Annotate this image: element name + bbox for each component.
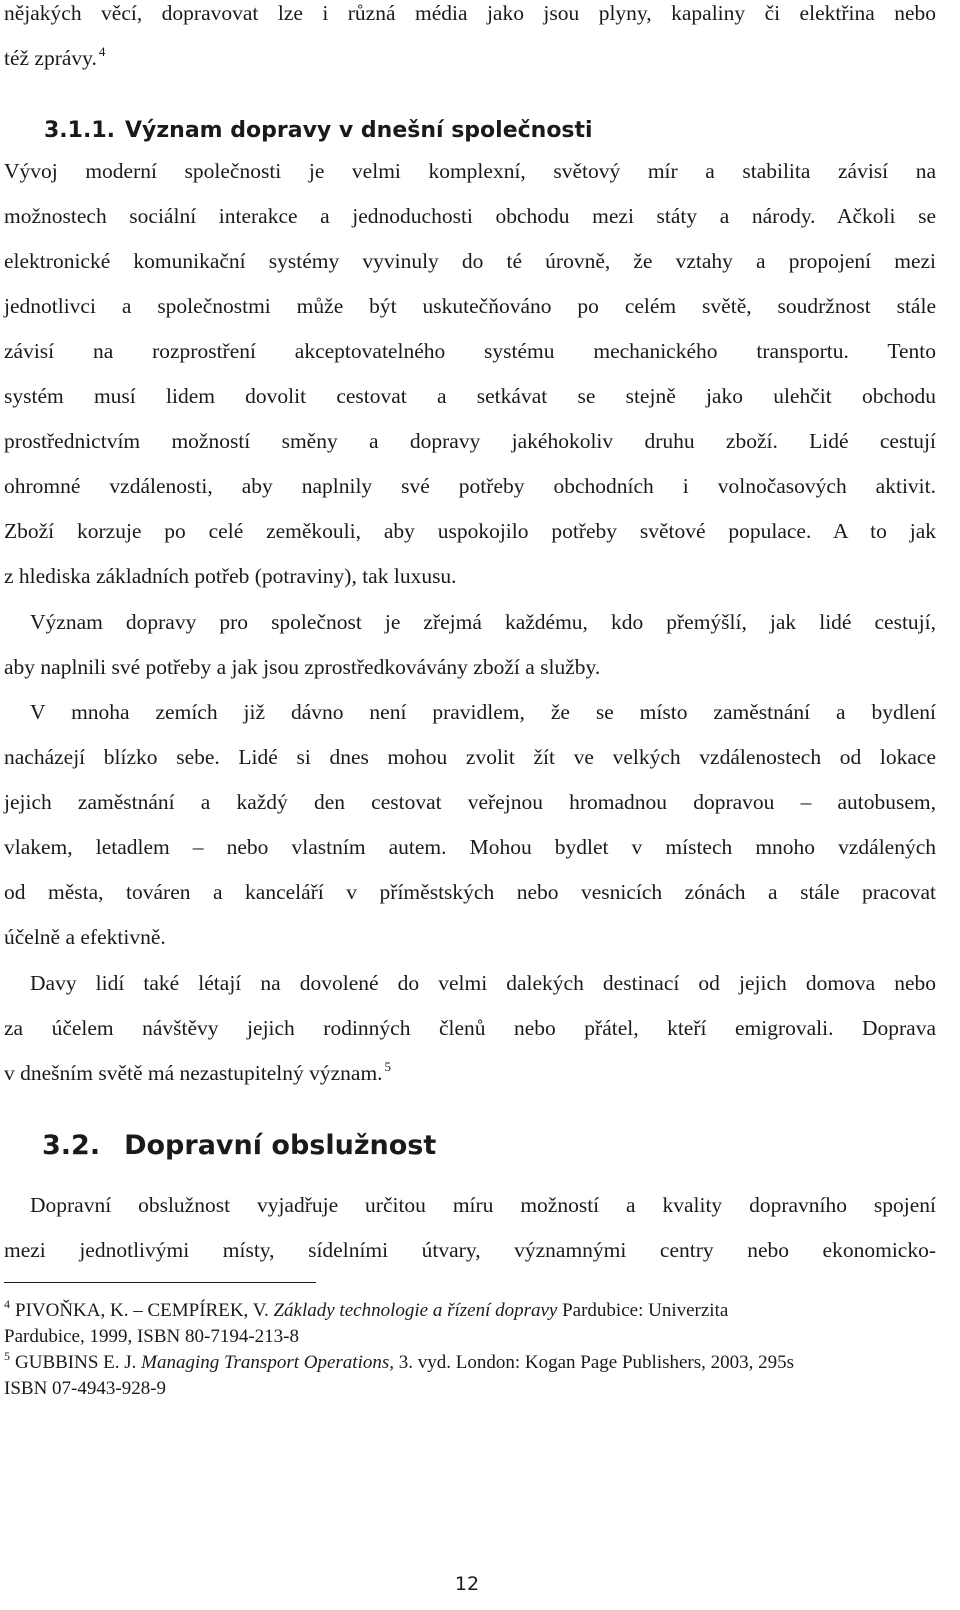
text-line: prostřednictvím možností směny a dopravy jakéhokoliv druhu zboží. Lidé cestují [4,429,936,453]
text-line: Zboží korzuje po celé zeměkouli, aby uspokojilo potřeby světové populace. A to jak [4,519,936,543]
page-number: 12 [454,1573,480,1595]
text-line: závisí na rozprostření akceptovatelného systému mechanického transportu. Tento [4,339,936,363]
text-line: nacházejí blízko sebe. Lidé si dnes mohou zvolit žít ve velkých vzdálenostech od lokace [4,745,936,769]
text-line: též zprávy. $^4$ [4,44,106,70]
subsection-title: Význam dopravy v dnešní společnosti [125,118,593,143]
footnote-ref: 4 [98,44,106,59]
footnote-continuation: Pardubice, 1999, ISBN 80-7194-213-8 [4,1326,299,1347]
footnote-authors: PIVOŇKA, K. – CEMPÍREK, V. [15,1300,269,1321]
footnote-continuation: ISBN 07-4943-928-9 [4,1378,167,1399]
text-line: možnostech sociální interakce a jednoduchosti obchodu mezi státy a národy. Ačkoli se [4,204,936,228]
text-line: Dopravní obslužnost vyjadřuje určitou míru možností a kvality dopravního spojení [30,1193,936,1217]
text-line: Vývoj moderní společnosti je velmi komplexní, světový mír a stabilita závisí na [4,159,936,183]
text-line: nějakých věcí, dopravovat lze i různá média jako jsou plyny, kapaliny či elektřina nebo [4,1,936,25]
footnote-mark: 4 [4,1297,10,1311]
text-line: v dnešním světě má nezastupitelný význam. $^5$ [4,1059,392,1085]
footnote-mark: 5 [4,1349,10,1363]
text-line: aby naplnili své potřeby a jak jsou zprostředkovávány zboží a služby. [4,655,601,679]
subsection-heading [44,116,593,146]
footnote-publisher: 3. vyd. London: Kogan Page Publishers, 2003, 295s [398,1352,795,1373]
footnote-separator [4,1282,316,1283]
section-heading [42,1128,436,1164]
text-line: V mnoha zemích již dávno není pravidlem, že se místo zaměstnání a bydlení [30,700,936,724]
text-line: elektronické komunikační systémy vyvinuly do té úrovně, že vztahy a propojení mezi [4,249,936,273]
section-number: 3.2. [42,1130,101,1161]
text-line: Davy lidí také létají na dovolené do velmi dalekých destinací od jejich domova nebo [30,971,936,995]
footnote [4,1349,795,1375]
text-line: účelně a efektivně. [4,925,166,949]
footnote-publisher: Pardubice: Univerzita [562,1300,729,1321]
text-line: za účelem návštěvy jejich rodinných členů nebo přátel, kteří emigrovali. Doprava [4,1016,936,1040]
text-line: Význam dopravy pro společnost je zřejmá každému, kdo přemýšlí, jak lidé cestují, [30,610,936,634]
subsection-number: 3.1.1. [44,118,115,143]
footnote-ref: 5 [384,1059,392,1074]
text-line: systém musí lidem dovolit cestovat a setkávat se stejně jako ulehčit obchodu [4,384,936,408]
text-line: od města, továren a kanceláří v příměstských nebo vesnicích zónách a stále pracovat [4,880,936,904]
footnote-authors: GUBBINS E. J. [15,1352,137,1373]
footnote [4,1297,729,1323]
text-line: mezi jednotlivými místy, sídelními útvary, významnými centry nebo ekonomicko- [4,1238,936,1262]
section-title: Dopravní obslužnost [124,1130,437,1161]
text-line: jednotlivci a společnostmi může být uskutečňováno po celém světě, soudržnost stále [4,294,936,318]
text-line: jejich zaměstnání a každý den cestovat veřejnou hromadnou dopravou – autobusem, [4,790,936,814]
footnote-title: Managing Transport Operations, [141,1352,394,1373]
text-line: ohromné vzdálenosti, aby naplnily své potřeby obchodních i volnočasových aktivit. [4,474,936,498]
text-line: vlakem, letadlem – nebo vlastním autem. Mohou bydlet v místech mnoho vzdálených [4,835,936,859]
footnote-title: Základy technologie a řízení dopravy [273,1300,558,1321]
text-line: z hlediska základních potřeb (potraviny), tak luxusu. [4,564,457,588]
